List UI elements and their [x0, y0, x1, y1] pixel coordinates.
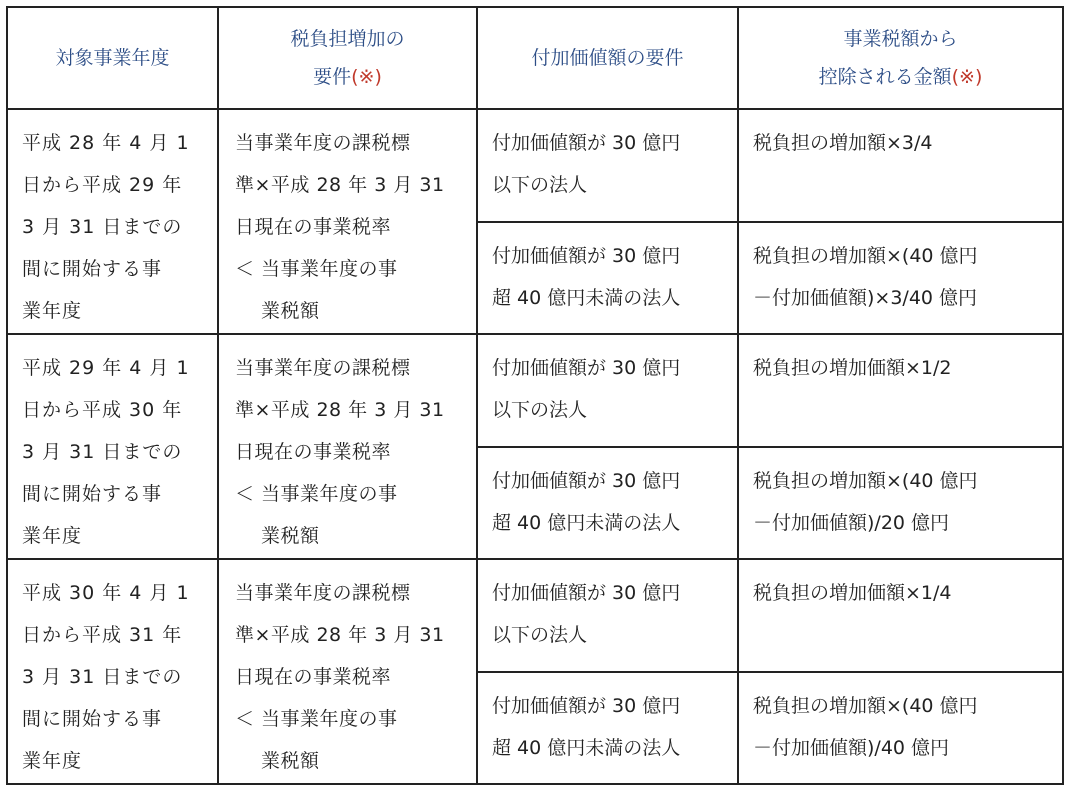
- cell-line: －付加価値額)/40 億円: [753, 736, 950, 759]
- header-tax-increase-label-1: 税負担増加の: [290, 28, 405, 50]
- deduction-amount-cell: [738, 447, 1063, 560]
- added-value-requirement-cell: [477, 447, 738, 560]
- cell-line: 超 40 億円未満の法人: [492, 286, 681, 309]
- added-value-requirement-cell: [477, 672, 738, 785]
- target-year-cell: [7, 559, 218, 784]
- table-header-row: [7, 7, 1063, 109]
- tax-reduction-table: [6, 6, 1064, 785]
- header-tax-increase-label-2: 要件: [313, 66, 352, 88]
- table-row: [7, 559, 1063, 672]
- cell-line: 以下の法人: [492, 624, 588, 646]
- cell-line: ＜ 当事業年度の事: [235, 483, 398, 505]
- header-tax-increase-requirement: [218, 7, 477, 109]
- cell-line: 税負担の増加額×(40 億円: [753, 244, 978, 267]
- cell-line: 3 月 31 日までの: [22, 666, 183, 688]
- cell-line: 超 40 億円未満の法人: [492, 736, 681, 759]
- cell-line: 付加価値額が 30 億円: [492, 244, 681, 267]
- header-target-year-label: 対象事業年度: [55, 47, 170, 69]
- header-added-value-requirement: [477, 7, 738, 109]
- cell-line: 以下の法人: [492, 399, 588, 421]
- table-row: [7, 109, 1063, 222]
- cell-line: 平成 29 年 4 月 1: [22, 357, 190, 379]
- target-year-cell: [7, 109, 218, 334]
- cell-line: 間に開始する事: [22, 258, 163, 280]
- cell-line: 業年度: [22, 525, 83, 547]
- cell-line: 日現在の事業税率: [235, 441, 392, 463]
- deduction-amount-cell: [738, 109, 1063, 222]
- cell-line: 日現在の事業税率: [235, 666, 392, 688]
- deduction-amount-cell: [738, 559, 1063, 672]
- note-mark: (※): [951, 66, 983, 88]
- cell-line: 業税額: [261, 750, 320, 772]
- cell-line: 間に開始する事: [22, 483, 163, 505]
- cell-line: 当事業年度の課税標: [235, 132, 411, 154]
- added-value-requirement-cell: [477, 334, 738, 447]
- cell-line: 準×平成 28 年 3 月 31: [235, 624, 445, 646]
- tax-increase-requirement-cell: [218, 334, 477, 559]
- cell-line: 当事業年度の課税標: [235, 582, 411, 604]
- cell-line: 税負担の増加額×3/4: [753, 132, 933, 154]
- cell-line: 当事業年度の課税標: [235, 357, 411, 379]
- deduction-amount-cell: [738, 222, 1063, 335]
- cell-line: 日から平成 29 年: [22, 174, 183, 196]
- cell-line: 平成 30 年 4 月 1: [22, 582, 190, 604]
- cell-line: 付加価値額が 30 億円: [492, 357, 681, 379]
- header-added-value-label: 付加価値額の要件: [531, 47, 684, 69]
- header-deduction-amount: [738, 7, 1063, 109]
- cell-line: 業税額: [261, 525, 320, 547]
- cell-line: 以下の法人: [492, 174, 588, 196]
- cell-line: 3 月 31 日までの: [22, 216, 183, 238]
- cell-line: －付加価値額)/20 億円: [753, 511, 950, 534]
- deduction-amount-cell: [738, 334, 1063, 447]
- added-value-requirement-cell: [477, 109, 738, 222]
- header-target-year: [7, 7, 218, 109]
- table-row: [7, 334, 1063, 447]
- cell-line: 業年度: [22, 300, 83, 322]
- cell-line: 付加価値額が 30 億円: [492, 469, 681, 492]
- cell-line: 日現在の事業税率: [235, 216, 392, 238]
- cell-line: 業税額: [261, 300, 320, 322]
- added-value-requirement-cell: [477, 559, 738, 672]
- cell-line: 付加価値額が 30 億円: [492, 582, 681, 604]
- tax-increase-requirement-cell: [218, 559, 477, 784]
- deduction-amount-cell: [738, 672, 1063, 785]
- cell-line: 間に開始する事: [22, 708, 163, 730]
- tax-increase-requirement-cell: [218, 109, 477, 334]
- target-year-cell: [7, 334, 218, 559]
- cell-line: －付加価値額)×3/40 億円: [753, 286, 978, 309]
- cell-line: 準×平成 28 年 3 月 31: [235, 174, 445, 196]
- header-deduction-label-2: 控除される金額: [818, 66, 952, 88]
- cell-line: 平成 28 年 4 月 1: [22, 132, 190, 154]
- added-value-requirement-cell: [477, 222, 738, 335]
- cell-line: 準×平成 28 年 3 月 31: [235, 399, 445, 421]
- header-deduction-label-1: 事業税額から: [843, 28, 958, 50]
- cell-line: 日から平成 30 年: [22, 399, 183, 421]
- cell-line: 3 月 31 日までの: [22, 441, 183, 463]
- cell-line: 税負担の増加額×(40 億円: [753, 469, 978, 492]
- cell-line: 付加価値額が 30 億円: [492, 132, 681, 154]
- cell-line: ＜ 当事業年度の事: [235, 258, 398, 280]
- cell-line: 税負担の増加価額×1/2: [753, 357, 952, 379]
- cell-line: 税負担の増加価額×1/4: [753, 582, 952, 604]
- note-mark: (※): [351, 66, 382, 88]
- cell-line: 税負担の増加額×(40 億円: [753, 694, 978, 717]
- cell-line: 付加価値額が 30 億円: [492, 694, 681, 717]
- cell-line: 日から平成 31 年: [22, 624, 183, 646]
- cell-line: 業年度: [22, 750, 83, 772]
- cell-line: 超 40 億円未満の法人: [492, 511, 681, 534]
- cell-line: ＜ 当事業年度の事: [235, 708, 398, 730]
